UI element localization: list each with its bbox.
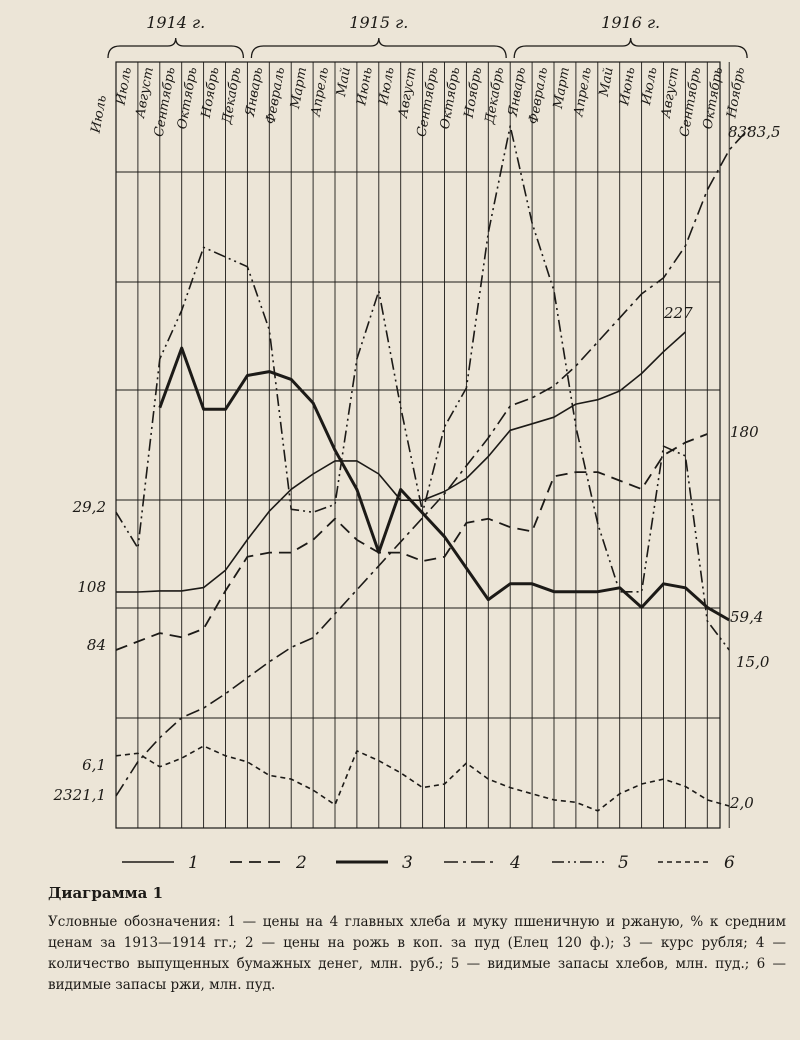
series-2-line xyxy=(116,434,707,650)
month-label: Ноябрь xyxy=(198,66,223,120)
series-4-line xyxy=(116,126,751,796)
month-label: Июль xyxy=(376,66,398,107)
axis-annotations xyxy=(53,94,781,812)
year-label: 1915 г. xyxy=(349,13,409,32)
month-label: Сентябрь xyxy=(414,66,442,139)
caption xyxy=(48,884,788,996)
left-annotation: 84 xyxy=(86,636,106,654)
month-label: Май xyxy=(334,66,354,98)
diagram-title: Диаграмма 1 xyxy=(48,884,164,902)
right-annotation: 15,0 xyxy=(736,653,770,671)
month-label: Октябрь xyxy=(174,66,201,131)
left-annotation: 108 xyxy=(77,578,106,596)
month-label: Июнь xyxy=(354,66,376,107)
month-label: Апрель xyxy=(308,66,332,118)
year-brace xyxy=(514,38,747,58)
month-label: Март xyxy=(288,66,311,110)
month-label: Сентябрь xyxy=(151,66,179,139)
month-label: Февраль xyxy=(263,66,289,126)
legend-explanation: Условные обозначения: 1 — цены на 4 главных хлеба и муку пшеничную и ржаную, % к средним ценам за 1913—1914 гг.; 2 — цены на рожь в коп. за пуд (Елец 120 ф.); 3 — курс рубля; 4 — количество выпущенных бумажных денег, млн. руб.; 5 — видимые запасы хлебов, млн. пуд.; 6 — видимые запасы ржи, млн. пуд. xyxy=(48,914,786,993)
left-annotation: 6,1 xyxy=(82,756,106,774)
month-label: Январь xyxy=(242,66,267,118)
month-label: Апрель xyxy=(571,66,595,118)
month-label: Ноябрь xyxy=(461,66,486,120)
left-annotation: 2321,1 xyxy=(53,786,106,804)
month-label: Июнь xyxy=(617,66,639,107)
year-brace xyxy=(108,38,243,58)
right-annotation: 59,4 xyxy=(730,608,764,626)
right-annotation: 8383,5 xyxy=(728,123,781,141)
legend-label-1: 1 xyxy=(188,853,199,873)
first-month-label: Июль xyxy=(88,94,110,135)
right-annotation: 227 xyxy=(664,304,693,322)
right-annotation: 2,0 xyxy=(730,794,754,812)
year-label: 1916 г. xyxy=(601,13,661,32)
series-layer xyxy=(116,126,751,811)
legend-label-5: 5 xyxy=(618,853,629,873)
chart-grid xyxy=(116,62,729,828)
legend-label-3: 3 xyxy=(402,853,413,873)
year-brace xyxy=(251,38,506,58)
month-label: Декабрь xyxy=(482,66,508,125)
month-label: Июль xyxy=(113,66,135,107)
legend-label-4: 4 xyxy=(510,853,521,873)
month-label: Август xyxy=(658,66,683,120)
legend-label-6: 6 xyxy=(724,853,735,873)
month-label: Июль xyxy=(639,66,661,107)
right-annotation: 180 xyxy=(730,423,759,441)
month-label: Ноябрь xyxy=(724,66,749,120)
month-label: Январь xyxy=(505,66,530,118)
plot-frame xyxy=(116,62,720,828)
left-annotation: 29,2 xyxy=(72,498,106,516)
month-label: Сентябрь xyxy=(677,66,705,139)
year-label: 1914 г. xyxy=(146,13,206,32)
month-label: Август xyxy=(133,66,157,120)
month-label: Октябрь xyxy=(700,66,727,131)
month-label: Март xyxy=(550,66,573,110)
month-label: Август xyxy=(395,66,420,120)
month-label: Октябрь xyxy=(437,66,464,131)
month-label: Декабрь xyxy=(219,66,245,125)
chart-legend xyxy=(122,853,735,873)
month-label: Февраль xyxy=(526,66,551,126)
legend-label-2: 2 xyxy=(296,853,307,873)
month-label: Май xyxy=(596,66,617,98)
